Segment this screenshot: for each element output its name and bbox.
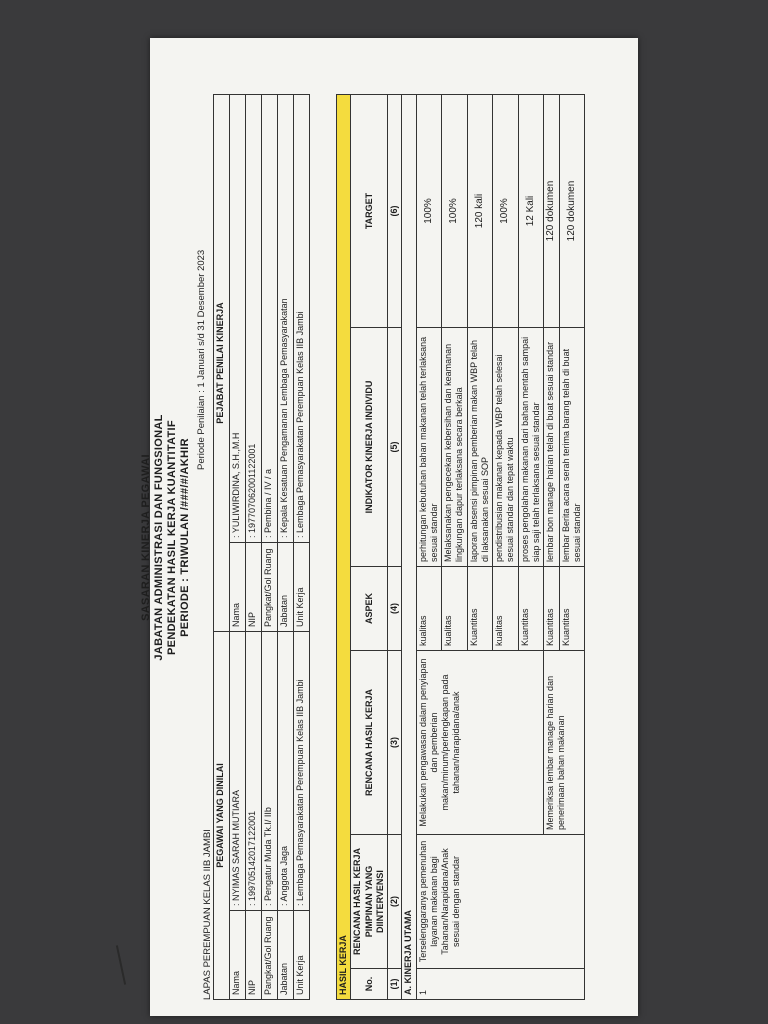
pegawai-value: : 199705142017122001: [246, 632, 262, 911]
target-cell: 100%: [442, 95, 468, 328]
column-header-no: No.: [351, 969, 388, 1000]
column-header-rhk: RENCANA HASIL KERJA: [351, 651, 388, 835]
title-line-1: SASARAN KINERJA PEGAWAI: [140, 454, 152, 621]
pegawai-label: Jabatan: [278, 911, 294, 1000]
rotated-document: [140, 75, 582, 1000]
target-cell: 120 dokumen: [544, 95, 560, 328]
pejabat-label: NIP: [246, 543, 262, 632]
column-header-target: TARGET: [351, 95, 388, 328]
title-line-4: PERIODE : TRIWULAN /###/#/AKHIR: [179, 438, 191, 637]
column-number: (3): [388, 651, 402, 835]
indikator-cell: perhitungan kebutuhan bahan makanan telah terlaksana sesuai standar: [416, 328, 442, 567]
pejabat-value: : YULIWIRDINA, S.H.,M.H: [230, 95, 246, 543]
column-number: (1): [388, 969, 402, 1000]
indikator-cell: lembar bon manage harian telah di buat sesuai standar: [544, 328, 560, 567]
pejabat-label: Jabatan: [278, 543, 294, 632]
target-cell: 120 dokumen: [559, 95, 585, 328]
indikator-cell: lembar Berita acara serah terima barang telah di buat sesuai standar: [559, 328, 585, 567]
institution-name: LAPAS PEREMPUAN KELAS IIB JAMBI: [202, 829, 213, 1000]
pegawai-value: : Anggota Jaga: [278, 632, 294, 911]
target-cell: 120 kali: [467, 95, 493, 328]
performance-table: [336, 94, 585, 1000]
pejabat-label: Unit Kerja: [294, 543, 310, 632]
pegawai-value: : NYIMAS SARAH MUTIARA: [230, 632, 246, 911]
rhk-pimpinan-text: Terselenggaranya pemenuhan layanan makanan bagi Tahanan/Narapidana/Anak sesuai dengan standar: [416, 835, 585, 969]
target-cell: 12 Kali: [518, 95, 544, 328]
section-heading: A. KINERJA UTAMA: [402, 95, 416, 1000]
indikator-cell: proses pengolahan makanan dari bahan mentah sampai siap saji telah terlaksana sesuai standar: [518, 328, 544, 567]
column-number: (5): [388, 328, 402, 567]
identity-table: [213, 94, 310, 1000]
indikator-cell: laporan absensi pimpinan pemberian makan WBP telah di laksanakan sesuai SOP: [467, 328, 493, 567]
pen-mark: [116, 945, 126, 985]
target-cell: 100%: [493, 95, 519, 328]
aspek-cell: kualitas: [493, 567, 519, 651]
pegawai-value: : Lembaga Pemasyarakatan Perempuan Kelas IIB Jambi: [294, 632, 310, 911]
rhk-text: Memeriksa lembar manage harian dan penerimaan bahan makanan: [544, 651, 585, 835]
pegawai-label: Unit Kerja: [294, 911, 310, 1000]
pegawai-label: NIP: [246, 911, 262, 1000]
indikator-cell: Melaksanakan pengecekan kebersihan dan keamanan lingkungan dapur terlaksana secara berkala: [442, 328, 468, 567]
aspek-cell: Kuantitas: [559, 567, 585, 651]
column-header-aspek: ASPEK: [351, 567, 388, 651]
pejabat-label: Pangkat/Gol Ruang: [262, 543, 278, 632]
pegawai-heading: PEGAWAI YANG DINILAI: [214, 632, 230, 1000]
pejabat-value: : Pembina / IV / a: [262, 95, 278, 543]
column-number: (6): [388, 95, 402, 328]
pejabat-label: Nama: [230, 543, 246, 632]
title-line-2: JABATAN ADMINISTRASI DAN FUNGSIONAL: [153, 414, 165, 661]
pejabat-value: : Lembaga Pemasyarakatan Perempuan Kelas IIB Jambi: [294, 95, 310, 543]
aspek-cell: kualitas: [416, 567, 442, 651]
target-cell: 100%: [416, 95, 442, 328]
indikator-cell: pendistribusian makanan kepada WBP telah selesai sesuai standar dan tepat waktu: [493, 328, 519, 567]
pejabat-value: : 197707062001122001: [246, 95, 262, 543]
row-number: 1: [416, 969, 585, 1000]
aspek-cell: Kuantitas: [518, 567, 544, 651]
column-header-rhk-pimpinan: RENCANA HASIL KERJA PIMPINAN YANG DIINTERVENSI: [351, 835, 388, 969]
column-header-indikator: INDIKATOR KINERJA INDIVIDU: [351, 328, 388, 567]
pejabat-value: : Kepala Kesatuan Pengamanan Lembaga Pemasyarakatan: [278, 95, 294, 543]
hasil-kerja-bar: HASIL KERJA: [337, 95, 351, 1000]
pegawai-label: Pangkat/Gol Ruang: [262, 911, 278, 1000]
aspek-cell: Kuantitas: [544, 567, 560, 651]
aspek-cell: kualitas: [442, 567, 468, 651]
pegawai-label: Nama: [230, 911, 246, 1000]
title-line-3: PENDEKATAN HASIL KERJA KUANTITATIF: [166, 420, 178, 655]
pejabat-heading: PEJABAT PENILAI KINERJA: [214, 95, 230, 632]
column-number: (4): [388, 567, 402, 651]
pegawai-value: : Pengatur Muda Tk.I/ IIb: [262, 632, 278, 911]
column-number: (2): [388, 835, 402, 969]
aspek-cell: Kuantitas: [467, 567, 493, 651]
rhk-text: Melakukan pengawasan dalam penyiapan dan pemberian makan/minum/perlengkapan pada tahanan/narapidana/anak: [416, 651, 544, 835]
assessment-period: Periode Penilaian : 1 Januari s/d 31 Desember 2023: [196, 249, 207, 470]
